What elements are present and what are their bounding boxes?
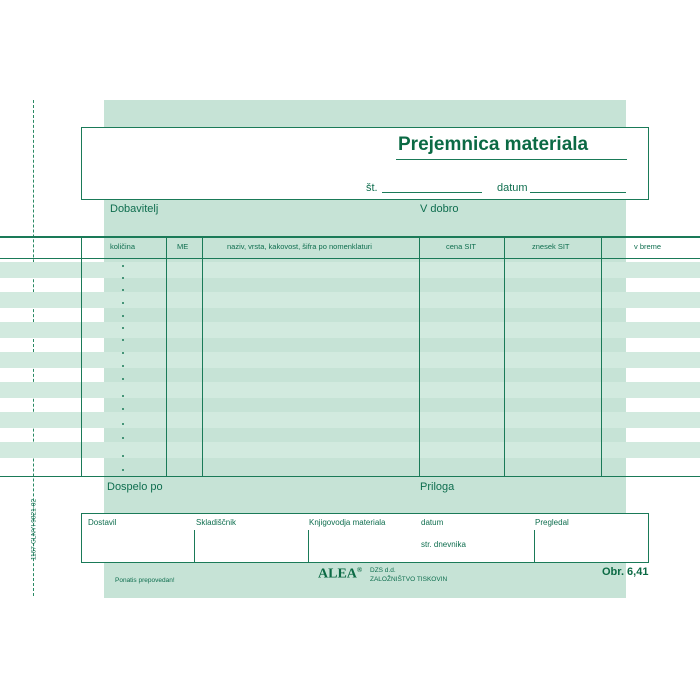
document-title: Prejemnica materiala [398,134,589,155]
row-band [0,322,700,338]
date-label: datum [497,182,528,194]
number-field[interactable] [382,192,482,193]
decimal-dot [122,423,124,425]
signature-divider [308,530,309,562]
side-form-code: 1167-CLNYI-9821-02 [30,498,38,561]
row-band [0,292,700,308]
column-divider [166,236,167,476]
row-band [0,412,700,428]
credit-label: V dobro [420,203,459,215]
decimal-dot [122,315,124,317]
form-number: Obr. 6,41 [602,566,649,578]
decimal-dot [122,352,124,354]
signature-divider [534,530,535,562]
row-band [0,352,700,368]
supplier-label: Dobavitelj [110,203,159,215]
table-bottom-border [0,476,700,477]
signature-date-label: datum [421,518,444,527]
decimal-dot [122,455,124,457]
row-band [0,442,700,458]
column-header-unit: ME [177,242,189,251]
reviewed-by-label: Pregledal [535,518,569,527]
attachment-label: Priloga [420,481,455,493]
row-band [0,262,700,278]
column-divider [81,236,82,476]
signature-divider [194,530,195,562]
brand-name: ALEA [318,566,357,582]
column-header-quantity: količina [110,242,136,251]
decimal-dot [122,302,124,304]
decimal-dot [122,408,124,410]
column-divider [419,236,420,476]
row-band [0,382,700,398]
decimal-dot [122,469,124,471]
column-header-debit: v breme [634,242,662,251]
decimal-dot [122,365,124,367]
due-date-label: Dospelo po [107,481,163,493]
decimal-dot [122,378,124,380]
decimal-dot [122,339,124,341]
delivered-by-label: Dostavil [88,518,117,527]
reprint-notice: Ponatis prepovedan! [115,577,175,584]
company-name: DZS d.d. [370,567,396,574]
table-header-border [0,258,700,259]
decimal-dot [122,395,124,397]
journal-page-label: str. dnevnika [421,540,466,549]
column-divider [601,236,602,476]
registered-mark: ® [356,566,363,574]
date-field[interactable] [530,192,626,193]
number-label: št. [366,182,378,194]
column-header-price: cena SIT [446,242,477,251]
storekeeper-label: Skladiščnik [196,518,237,527]
brand-logo [318,566,362,583]
decimal-dot [122,277,124,279]
column-header-description: naziv, vrsta, kakovost, šifra po nomenklaturi [227,242,372,251]
decimal-dot [122,327,124,329]
column-divider [504,236,505,476]
company-division: ZALOŽNIŠTVO TISKOVIN [370,576,448,583]
accountant-label: Knjigovodja materiala [309,518,386,527]
decimal-dot [122,437,124,439]
column-header-amount: znesek SIT [532,242,570,251]
decimal-dot [122,289,124,291]
table-top-border [0,236,700,238]
decimal-dot [122,265,124,267]
column-divider [202,236,203,476]
title-underline [396,159,627,160]
